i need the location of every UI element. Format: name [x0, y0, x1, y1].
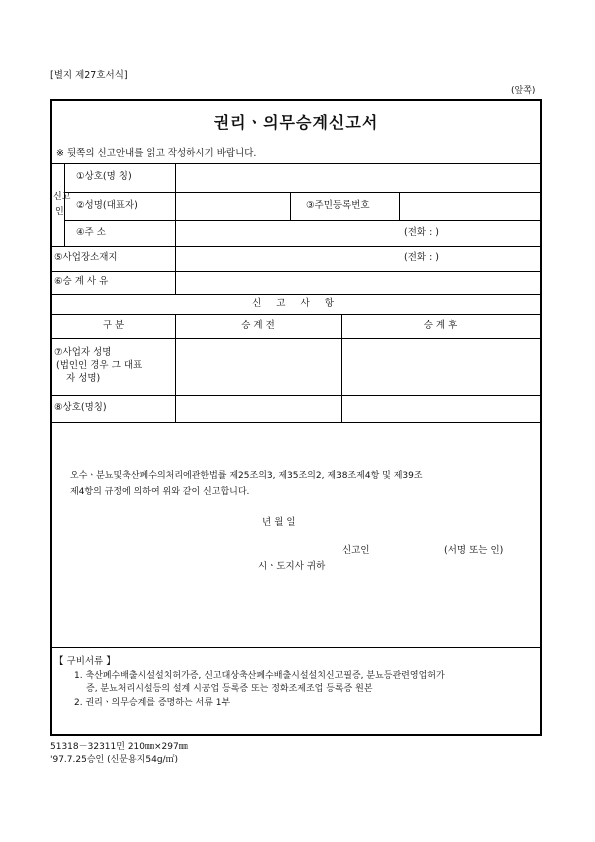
- divider: [64, 163, 65, 246]
- divider: [52, 395, 540, 396]
- column-header-before: 승 계 전: [241, 320, 275, 331]
- address-label: ④주 소: [76, 227, 106, 238]
- workplace-phone-field: (전화 : ): [404, 252, 440, 263]
- trade-name-label: ⑧상호(명칭): [54, 402, 107, 413]
- notice-text: ※ 뒷쪽의 신고안내를 읽고 작성하시기 바랍니다.: [56, 148, 257, 159]
- addressee-line: 시ㆍ도지사 귀하: [258, 561, 326, 572]
- attachment-item-1-line-1: 1. 축산폐수배출시설설치허가증, 신고대상축산폐수배출시설설치신고필증, 분뇨등관련영업허가: [74, 671, 445, 681]
- business-owner-note-2: 자 성명): [66, 373, 101, 384]
- reason-label: ⑥승 계 사 유: [54, 276, 109, 287]
- divider: [175, 163, 176, 294]
- attachment-item-2: 2. 권리ㆍ의무승계를 증명하는 서류 1부: [74, 698, 231, 708]
- divider: [52, 246, 540, 247]
- signature-note: (서명 또는 인): [444, 545, 504, 556]
- resident-number-label: ③주민등록번호: [306, 200, 370, 211]
- divider: [399, 192, 400, 220]
- representative-label: ②성명(대표자): [76, 200, 138, 211]
- footer-approval: '97.7.25승인 (신문용지54g/㎡): [50, 755, 179, 765]
- workplace-label: ⑤사업장소재지: [54, 252, 118, 263]
- divider: [52, 422, 540, 423]
- company-name-label: ①상호(명 칭): [76, 171, 132, 182]
- declaration-line-2: 제4항의 규정에 의하여 위와 같이 신고합니다.: [70, 487, 250, 497]
- column-header-after: 승 계 후: [423, 320, 458, 331]
- footer-form-code: 51318－32311민 210㎜×297㎜: [50, 742, 188, 752]
- divider: [52, 271, 540, 272]
- column-header-category: 구 분: [102, 320, 125, 331]
- business-owner-label: ⑦사업자 성명: [54, 347, 112, 358]
- divider: [64, 220, 540, 221]
- reporter-label-top: 신고: [53, 192, 71, 202]
- front-side-label: (앞쪽): [511, 86, 536, 96]
- date-line: 년 월 일: [262, 517, 296, 528]
- business-owner-note-1: (법인인 경우 그 대표: [56, 360, 143, 371]
- divider: [52, 338, 540, 339]
- form-title: 권리ㆍ의무승계신고서: [213, 113, 379, 132]
- divider: [52, 163, 540, 164]
- report-form: [50, 99, 542, 736]
- divider: [64, 192, 540, 193]
- divider: [52, 647, 540, 648]
- section-title: 신 고 사 항: [252, 298, 340, 309]
- reporter-signature-label: 신고인: [342, 545, 370, 556]
- divider: [290, 192, 291, 220]
- reporter-label-bottom: 인: [55, 207, 64, 217]
- declaration-line-1: 오수ㆍ분뇨및축산폐수의처리에관한법률 제25조의3, 제35조의2, 제38조제4항 및 제39조: [70, 471, 423, 481]
- divider: [52, 314, 540, 315]
- attachment-item-1-line-2: 증, 분뇨처리시설등의 설계 시공업 등록증 또는 정화조제조업 등록증 원본: [86, 684, 373, 694]
- attachments-heading: 【 구비서류 】: [54, 656, 116, 667]
- form-number-label: [별지 제27호서식]: [50, 70, 128, 81]
- divider: [52, 294, 540, 295]
- address-phone-field: (전화 : ): [404, 227, 440, 238]
